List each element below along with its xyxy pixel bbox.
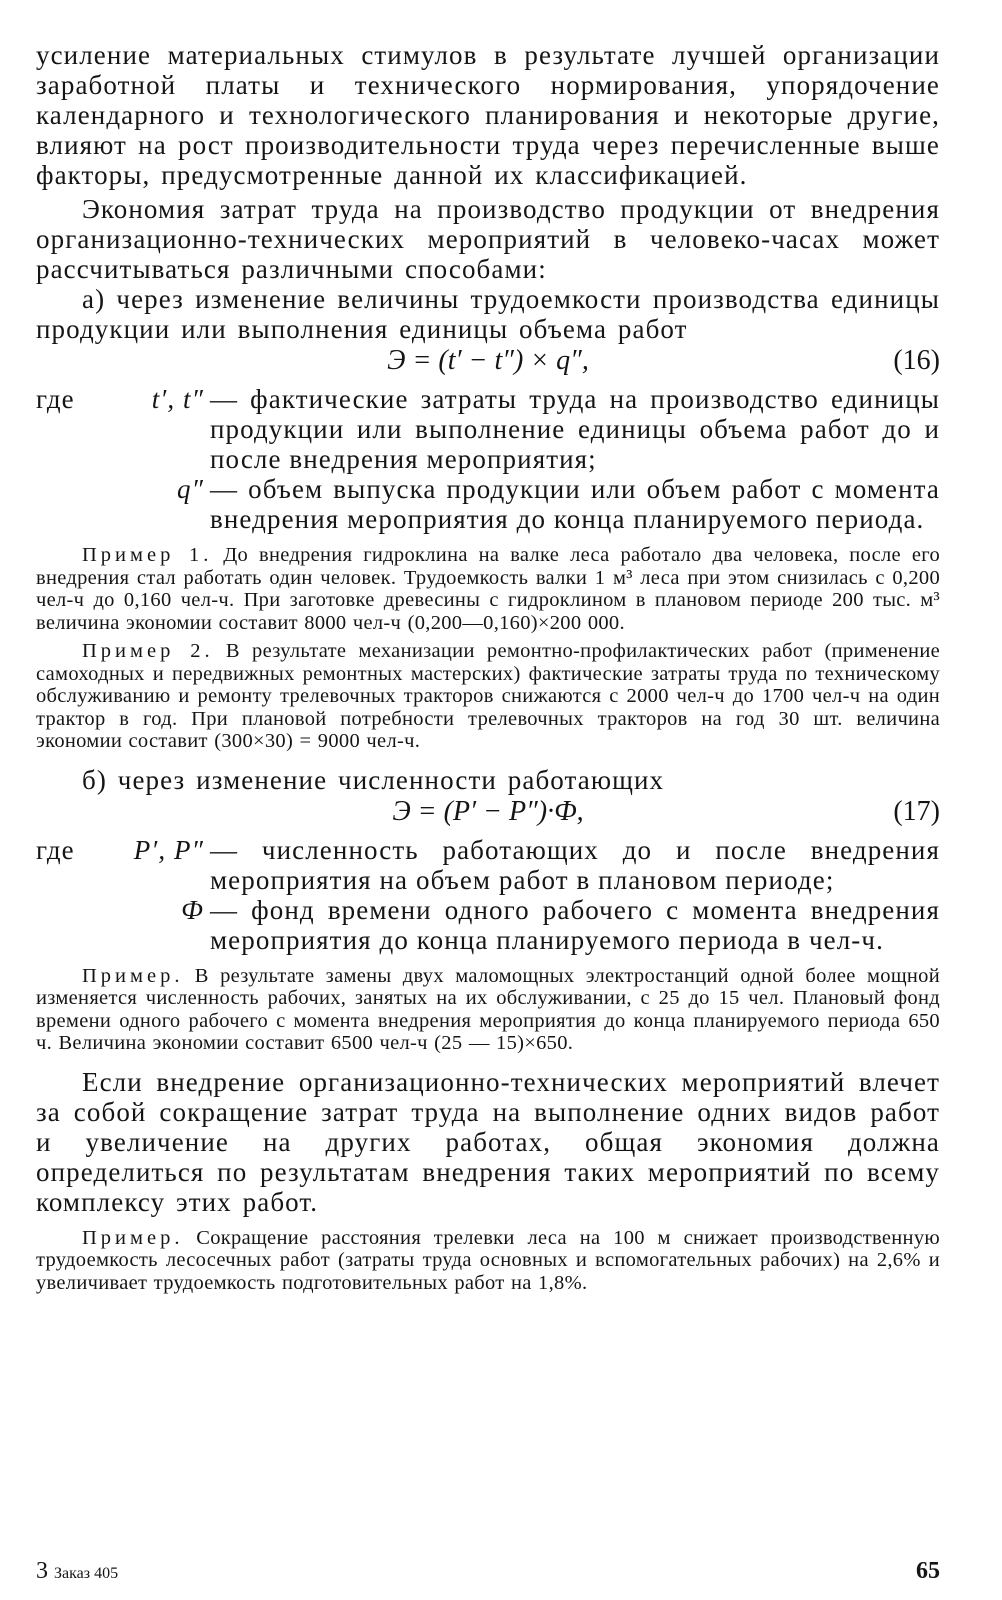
example-3-lead: Пример. [82,964,184,987]
example-3 [36,965,940,1055]
signature-mark [36,1558,118,1585]
page-content [36,40,940,1294]
where-16-definition-2: — объем выпуска продукции или объем работ с момента внедрения мероприятия до конца планируемого периода. [210,474,940,534]
example-4-lead: Пример. [82,1226,184,1249]
intro-paragraph: усиление материальных стимулов в результате лучшей организации заработной платы и технического нормирования, упорядочение календарного и технологического планирования и некоторые другие, влияют на рост производительности труда через перечисленные выше факторы, предусмотренные данной их классификацией. [36,40,940,190]
where-17-keyword: где [36,834,75,865]
example-2 [36,640,940,753]
where-17-definition-2: — фонд времени одного рабочего с момента внедрения мероприятия до конца планируемого периода в чел-ч. [210,894,940,955]
example-3-text: В результате замены двух маломощных электростанций одной более мощной изменяется численность рабочих, занятых на их обслуживании, с 25 до 15 чел. Плановый фонд времени одного рабочего с момента внедрения мероприятия до конца планируемого периода 650 ч. Величина экономии составит 6500 чел-ч (25 — 15)×650. [36,964,940,1054]
where-17-symbol-1 [36,835,204,895]
example-4 [36,1227,940,1295]
where-16-definition-1: — фактические затраты труда на производство единицы продукции или выполнение единицы объема работ до и после внедрения мероприятия; [210,384,940,474]
method-a-paragraph: а) через изменение величины трудоемкости производства единицы продукции или выполнения единицы объема работ [36,284,940,344]
where-block-17 [36,835,940,955]
page-number: 65 [916,1558,940,1584]
example-2-lead: Пример 2. [82,640,214,662]
formula-16-number: (16) [893,345,940,376]
where-17-symbol-2 [36,895,204,955]
method-b-paragraph: б) через изменение численности работающих [82,764,665,795]
example-2-text: В результате механизации ремонтно-профилактических работ (применение самоходных и передвижных ремонтных мастерских) фактические затраты труда по техническому обслуживанию и ремонту трелевочных тракторов снижаются с 2000 чел-ч до 1700 чел-ч на один трактор в год. При плановой потребности трелевочных тракторов на год 30 шт. величина экономии составит (300×30) = 9000 чел-ч. [36,640,940,752]
signature-number: 3 [36,1558,48,1584]
example-1-lead: Пример 1. [82,544,213,566]
symbol-t: t′, t″ [151,384,204,414]
formula-17-number: (17) [893,795,940,827]
symbol-f: Ф [181,894,204,925]
where-16-symbol-2 [36,474,204,534]
where-block-16 [36,384,940,534]
formula-17 [36,795,940,831]
example-1 [36,544,940,634]
symbol-p: P′, P″ [133,834,204,865]
example-1-text: До внедрения гидроклина на валке леса работало два человека, после его внедрения стал работать один человек. Трудоемкость валки 1 м³ леса при этом снизилась с 0,200 чел-ч до 0,160 чел-ч. При заготовке древесины с гидроклином в плановом периоде 200 тыс. м³ величина экономии составит 8000 чел-ч (0,200—0,160)×200 000. [36,544,940,634]
where-17-definition-1: — численность работающих до и после внедрения мероприятия на объем работ в плановом периоде; [210,834,940,895]
example-4-text: Сокращение расстояния трелевки леса на 100 м снижает производственную трудоемкость лесосечных работ (затраты труда основных и вспомогательных рабочих) на 2,6% и увеличивает трудоемкость подготовительных работ на 1,8%. [36,1226,940,1294]
where-16-symbol-1 [36,384,204,474]
symbol-q: q″ [177,474,204,504]
formula-16-expression: Э = (t′ − t″) × q″, [387,345,589,376]
where-16-keyword: где [36,384,75,414]
order-number: Заказ 405 [54,1565,119,1582]
complex-paragraph: Если внедрение организационно-технических мероприятий влечет за собой сокращение затрат труда на выполнение одних видов работ и увеличение на других работах, общая экономия должна определиться по результатам внедрения таких мероприятий по всему комплексу этих работ. [36,1066,940,1217]
economy-paragraph: Экономия затрат труда на производство продукции от внедрения организационно-технических мероприятий в человеко-часах может рассчитываться различными способами: [36,194,940,284]
formula-16 [36,344,940,380]
page-footer [36,1558,940,1588]
formula-17-expression: Э = (P′ − P″)·Ф, [392,795,584,827]
